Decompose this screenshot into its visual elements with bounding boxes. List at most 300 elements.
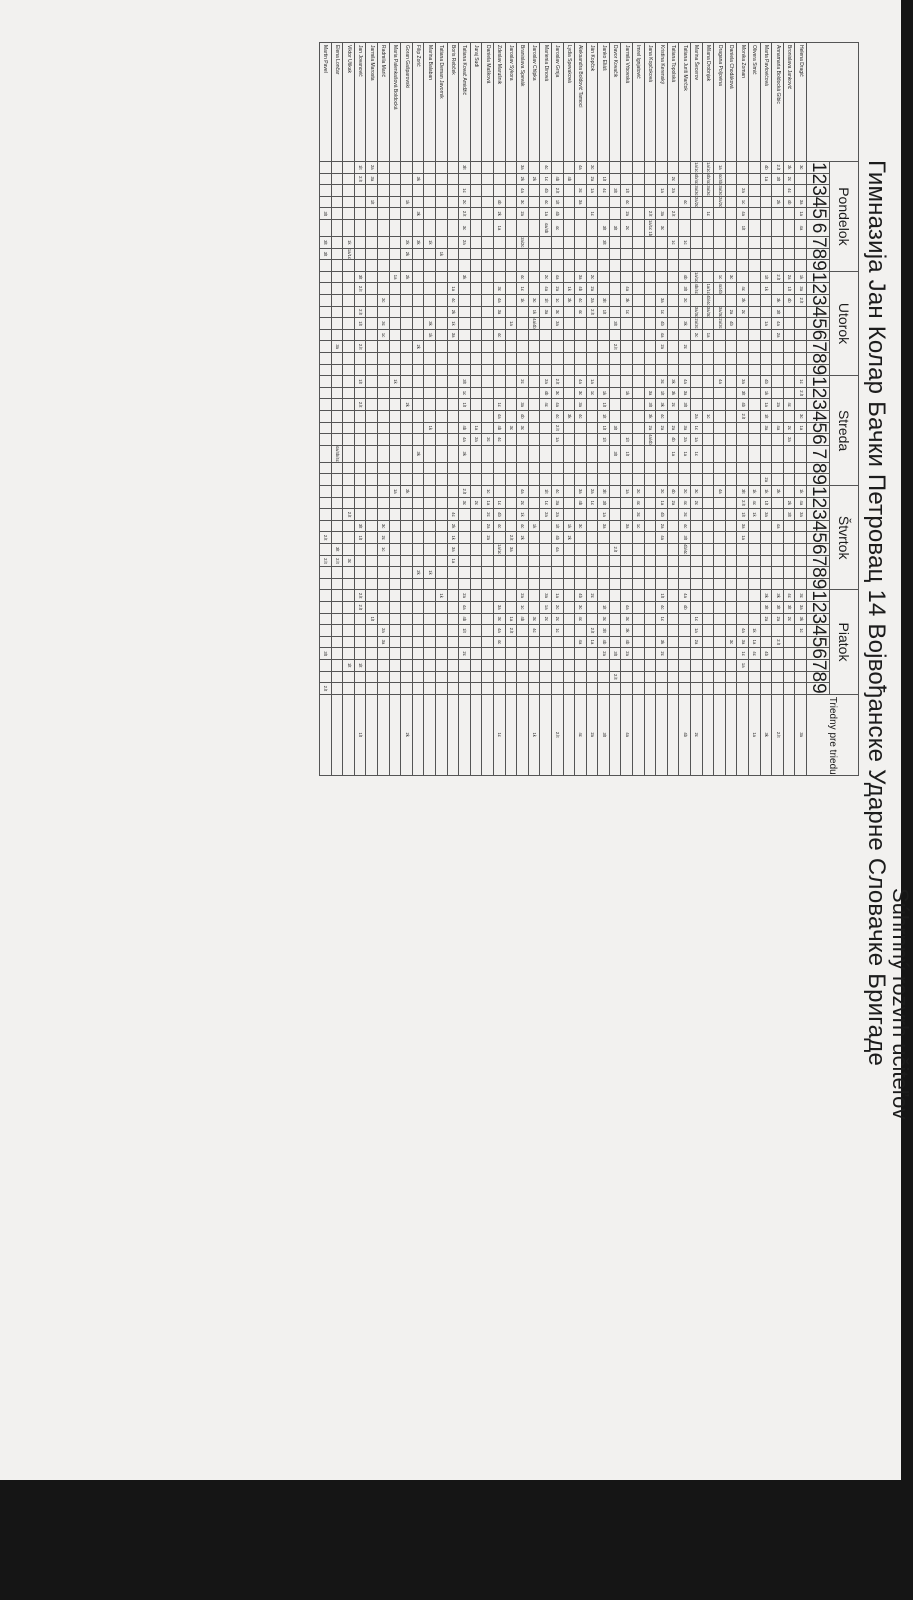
lesson-cell — [598, 376, 610, 388]
lesson-cell — [691, 509, 703, 521]
lesson-cell — [470, 509, 482, 521]
lesson-cell — [366, 497, 378, 509]
lesson-cell: 1a — [795, 208, 807, 220]
lesson-cell: 3k — [772, 295, 784, 307]
lesson-cell — [517, 683, 529, 695]
lesson-cell — [424, 520, 436, 532]
lesson-cell — [737, 237, 749, 249]
lesson-cell — [447, 636, 459, 648]
school-name: Гимназија Јан Колар Бачки Петровац 14 Војвођанске Ударне Словачке Бригаде — [863, 160, 890, 1066]
lesson-cell — [772, 283, 784, 295]
lesson-cell: 2.lt — [772, 162, 784, 174]
lesson-cell: 4a — [517, 185, 529, 197]
lesson-cell: 4c — [447, 295, 459, 307]
lesson-cell: 1lt — [598, 434, 610, 446]
lesson-cell: 1a — [737, 659, 749, 671]
lesson-cell — [609, 387, 621, 399]
lesson-cell: 3c — [493, 613, 505, 625]
lesson-cell — [447, 671, 459, 683]
lesson-cell: 1lt — [598, 410, 610, 422]
lesson-cell — [401, 376, 413, 388]
lesson-cell: 4c — [493, 329, 505, 341]
lesson-cell — [436, 271, 448, 283]
teacher-name: Jaroslav Grnja — [551, 43, 563, 162]
lesson-cell — [482, 671, 494, 683]
lesson-cell — [667, 329, 679, 341]
lesson-cell — [783, 520, 795, 532]
lesson-cell: 2c — [378, 295, 390, 307]
class-teacher-cell — [656, 694, 668, 775]
teacher-row — [795, 43, 807, 776]
lesson-cell: 2c — [691, 329, 703, 341]
lesson-cell — [737, 422, 749, 434]
lesson-cell — [691, 341, 703, 353]
lesson-cell: 1a — [737, 532, 749, 544]
lesson-cell — [470, 306, 482, 318]
lesson-cell — [714, 237, 726, 249]
lesson-cell — [459, 352, 471, 364]
class-teacher-cell: 1a — [749, 694, 761, 775]
class-teacher-cell — [320, 694, 332, 775]
lesson-cell — [633, 196, 645, 208]
lesson-cell — [691, 659, 703, 671]
lesson-cell — [679, 329, 691, 341]
lesson-cell: 1k — [517, 509, 529, 521]
lesson-cell — [586, 532, 598, 544]
lesson-cell: 1a/1c — [702, 162, 714, 174]
lesson-cell — [586, 329, 598, 341]
lesson-cell — [401, 543, 413, 555]
lesson-cell: 1lt — [551, 520, 563, 532]
lesson-cell — [598, 474, 610, 486]
lesson-cell — [656, 462, 668, 474]
lesson-cell — [424, 590, 436, 602]
lesson-cell — [586, 683, 598, 695]
period-number: 9 — [808, 364, 829, 376]
teacher-column-header — [807, 43, 859, 162]
lesson-cell — [528, 462, 540, 474]
lesson-cell — [354, 219, 366, 236]
lesson-cell — [725, 376, 737, 388]
lesson-cell: 4b — [621, 636, 633, 648]
lesson-cell — [378, 185, 390, 197]
lesson-cell — [586, 474, 598, 486]
lesson-cell: 2k — [783, 162, 795, 174]
lesson-cell — [575, 248, 587, 260]
lesson-cell — [412, 295, 424, 307]
lesson-cell — [528, 543, 540, 555]
lesson-cell — [354, 474, 366, 486]
lesson-cell — [331, 601, 343, 613]
lesson-cell — [505, 659, 517, 671]
lesson-cell — [563, 260, 575, 272]
lesson-cell — [378, 683, 390, 695]
day-header: Štvrtok — [830, 486, 859, 590]
lesson-cell: 4b/4c — [702, 173, 714, 185]
lesson-cell: 2.lt — [551, 422, 563, 434]
period-number: 7 — [808, 341, 829, 352]
lesson-cell — [540, 352, 552, 364]
lesson-cell — [667, 295, 679, 307]
lesson-cell — [667, 352, 679, 364]
lesson-cell — [401, 613, 413, 625]
lesson-cell — [354, 329, 366, 341]
lesson-cell — [609, 434, 621, 446]
teacher-name: Davor Kovačik — [609, 43, 621, 162]
teacher-row — [320, 43, 332, 776]
lesson-cell — [528, 590, 540, 602]
lesson-cell: 2k — [783, 497, 795, 509]
lesson-cell: 3a — [540, 590, 552, 602]
lesson-cell — [563, 601, 575, 613]
lesson-cell — [679, 613, 691, 625]
lesson-cell: 3lt — [760, 601, 772, 613]
lesson-cell — [505, 364, 517, 376]
lesson-cell — [586, 237, 598, 249]
lesson-cell: 1c — [482, 486, 494, 498]
lesson-cell: 4a — [493, 410, 505, 422]
lesson-cell — [679, 410, 691, 422]
lesson-cell: 3a — [366, 173, 378, 185]
lesson-cell — [470, 590, 482, 602]
lesson-cell — [714, 613, 726, 625]
lesson-cell: 4c — [528, 625, 540, 637]
teacher-row — [354, 43, 366, 776]
lesson-cell — [436, 162, 448, 174]
lesson-cell: 4a — [795, 219, 807, 236]
lesson-cell — [389, 399, 401, 411]
lesson-cell: 2c — [551, 601, 563, 613]
lesson-cell — [667, 543, 679, 555]
lesson-cell — [598, 659, 610, 671]
lesson-cell — [749, 376, 761, 388]
lesson-cell — [343, 683, 355, 695]
lesson-cell — [714, 474, 726, 486]
lesson-cell — [667, 306, 679, 318]
lesson-cell — [436, 601, 448, 613]
lesson-cell: 1c — [656, 306, 668, 318]
lesson-cell — [459, 329, 471, 341]
lesson-cell — [551, 636, 563, 648]
lesson-cell — [609, 486, 621, 498]
lesson-cell — [470, 659, 482, 671]
lesson-cell — [528, 532, 540, 544]
lesson-cell — [714, 625, 726, 637]
lesson-cell: 2k — [401, 486, 413, 498]
lesson-cell — [714, 567, 726, 579]
lesson-cell — [737, 601, 749, 613]
lesson-cell — [749, 671, 761, 683]
lesson-cell: 3lt — [459, 376, 471, 388]
lesson-cell: 4b — [760, 648, 772, 660]
lesson-cell — [470, 543, 482, 555]
lesson-cell — [760, 295, 772, 307]
lesson-cell — [749, 318, 761, 330]
period-number: 2 — [808, 601, 829, 613]
lesson-cell — [714, 590, 726, 602]
lesson-cell — [493, 387, 505, 399]
lesson-cell — [772, 683, 784, 695]
lesson-cell: 3lt — [679, 399, 691, 411]
lesson-cell — [575, 260, 587, 272]
lesson-cell — [772, 625, 784, 637]
lesson-cell: 3a — [656, 295, 668, 307]
lesson-cell — [563, 567, 575, 579]
lesson-cell: 4c — [656, 601, 668, 613]
lesson-cell — [725, 613, 737, 625]
lesson-cell: 1k — [760, 283, 772, 295]
lesson-cell: 1k — [343, 237, 355, 249]
lesson-cell — [470, 185, 482, 197]
lesson-cell — [528, 283, 540, 295]
lesson-cell: 2c — [679, 486, 691, 498]
lesson-cell — [598, 555, 610, 567]
lesson-cell: 3k — [656, 399, 668, 411]
period-number: 6 — [807, 219, 830, 236]
lesson-cell — [656, 364, 668, 376]
lesson-cell — [412, 196, 424, 208]
lesson-cell — [354, 364, 366, 376]
lesson-cell — [412, 555, 424, 567]
lesson-cell — [412, 162, 424, 174]
lesson-cell — [621, 497, 633, 509]
lesson-cell — [783, 578, 795, 590]
lesson-cell — [447, 162, 459, 174]
lesson-cell — [783, 683, 795, 695]
lesson-cell: 3a/3c — [714, 306, 726, 318]
lesson-cell: 2a — [772, 399, 784, 411]
lesson-cell — [749, 462, 761, 474]
lesson-cell — [331, 185, 343, 197]
lesson-cell — [772, 364, 784, 376]
lesson-cell: 4a — [656, 329, 668, 341]
lesson-cell — [436, 295, 448, 307]
lesson-cell — [667, 659, 679, 671]
teacher-name: Tatiana Kovač Amidžić — [459, 43, 471, 162]
lesson-cell: 2a — [760, 613, 772, 625]
lesson-cell: 1a — [586, 185, 598, 197]
lesson-cell — [366, 306, 378, 318]
lesson-cell — [737, 318, 749, 330]
teacher-row — [436, 43, 448, 776]
lesson-cell — [551, 364, 563, 376]
lesson-cell — [633, 555, 645, 567]
lesson-cell: 3a — [679, 422, 691, 434]
lesson-cell — [378, 271, 390, 283]
lesson-cell — [725, 329, 737, 341]
lesson-cell: 2.lt — [331, 555, 343, 567]
lesson-cell — [575, 329, 587, 341]
lesson-cell: 4a — [795, 497, 807, 509]
lesson-cell — [679, 555, 691, 567]
lesson-cell: 4c — [679, 196, 691, 208]
lesson-cell — [354, 445, 366, 462]
lesson-cell: 4b — [459, 613, 471, 625]
lesson-cell — [378, 601, 390, 613]
teacher-row — [447, 43, 459, 776]
lesson-cell — [354, 683, 366, 695]
lesson-cell — [343, 532, 355, 544]
lesson-cell — [354, 567, 366, 579]
lesson-cell — [609, 625, 621, 637]
lesson-cell: 3lt — [609, 185, 621, 197]
lesson-cell — [656, 352, 668, 364]
lesson-cell — [459, 341, 471, 353]
lesson-cell — [563, 590, 575, 602]
lesson-cell — [575, 509, 587, 521]
lesson-cell — [633, 208, 645, 220]
lesson-cell — [551, 445, 563, 462]
lesson-cell — [470, 399, 482, 411]
lesson-cell — [783, 387, 795, 399]
lesson-cell: 4b — [563, 173, 575, 185]
lesson-cell — [783, 671, 795, 683]
lesson-cell — [528, 185, 540, 197]
lesson-cell: 1a — [760, 173, 772, 185]
lesson-cell — [424, 486, 436, 498]
lesson-cell: 4c — [517, 520, 529, 532]
lesson-cell — [749, 185, 761, 197]
lesson-cell — [424, 248, 436, 260]
lesson-cell — [470, 567, 482, 579]
lesson-cell: 1lt — [354, 659, 366, 671]
lesson-cell — [505, 636, 517, 648]
lesson-cell — [598, 329, 610, 341]
period-number: 1 — [808, 162, 829, 173]
lesson-cell — [667, 532, 679, 544]
lesson-cell — [343, 329, 355, 341]
lesson-cell — [679, 248, 691, 260]
lesson-cell — [378, 237, 390, 249]
lesson-cell — [795, 173, 807, 185]
lesson-cell: 2a — [772, 613, 784, 625]
lesson-cell — [772, 445, 784, 462]
lesson-cell: 1a — [760, 399, 772, 411]
teacher-name: Bronislava Janković — [783, 43, 795, 162]
lesson-cell — [540, 520, 552, 532]
lesson-cell — [737, 567, 749, 579]
lesson-cell: 4c — [551, 410, 563, 422]
lesson-cell: 3lt — [679, 283, 691, 295]
lesson-cell — [760, 578, 772, 590]
lesson-cell: 3k — [412, 237, 424, 249]
lesson-cell — [540, 341, 552, 353]
lesson-cell: 4a — [517, 486, 529, 498]
lesson-cell — [644, 567, 656, 579]
lesson-cell: 3c — [517, 196, 529, 208]
lesson-cell: 2c — [378, 532, 390, 544]
teacher-row — [691, 43, 703, 776]
lesson-cell — [563, 248, 575, 260]
lesson-cell — [343, 410, 355, 422]
lesson-cell: 4b — [551, 208, 563, 220]
lesson-cell: 1lt — [366, 196, 378, 208]
teacher-row — [366, 43, 378, 776]
lesson-cell — [586, 613, 598, 625]
teacher-name: Ján Kopčok — [586, 43, 598, 162]
lesson-cell — [424, 434, 436, 446]
lesson-cell — [702, 555, 714, 567]
lesson-cell — [378, 260, 390, 272]
lesson-cell — [389, 636, 401, 648]
lesson-cell — [760, 341, 772, 353]
lesson-cell — [401, 329, 413, 341]
lesson-cell — [436, 399, 448, 411]
lesson-cell: 1c — [633, 520, 645, 532]
lesson-cell: 1a — [702, 329, 714, 341]
lesson-cell — [772, 648, 784, 660]
lesson-cell — [482, 162, 494, 174]
lesson-cell — [609, 555, 621, 567]
lesson-cell — [633, 422, 645, 434]
lesson-cell: 1c — [667, 237, 679, 249]
lesson-cell: 1k — [749, 486, 761, 498]
lesson-cell — [459, 248, 471, 260]
lesson-cell — [667, 260, 679, 272]
lesson-cell — [633, 248, 645, 260]
lesson-cell — [366, 555, 378, 567]
lesson-cell: 1a/1c — [343, 248, 355, 260]
lesson-cell — [621, 509, 633, 521]
lesson-cell: 4b — [517, 613, 529, 625]
lesson-cell — [447, 578, 459, 590]
lesson-cell — [412, 422, 424, 434]
lesson-cell: 3c — [378, 520, 390, 532]
lesson-cell — [436, 387, 448, 399]
lesson-cell — [412, 318, 424, 330]
class-teacher-cell: 4a — [621, 694, 633, 775]
lesson-cell — [633, 601, 645, 613]
lesson-cell — [436, 364, 448, 376]
lesson-cell — [609, 196, 621, 208]
lesson-cell: 1a — [598, 509, 610, 521]
lesson-cell — [470, 520, 482, 532]
lesson-cell — [354, 352, 366, 364]
lesson-cell — [783, 474, 795, 486]
lesson-cell — [459, 555, 471, 567]
lesson-cell: 1k — [598, 387, 610, 399]
lesson-cell: 1k — [436, 248, 448, 260]
lesson-cell — [366, 683, 378, 695]
lesson-cell — [378, 196, 390, 208]
lesson-cell — [470, 671, 482, 683]
lesson-cell — [609, 399, 621, 411]
lesson-cell — [609, 636, 621, 648]
lesson-cell — [320, 399, 332, 411]
lesson-cell — [760, 543, 772, 555]
lesson-cell — [737, 462, 749, 474]
lesson-cell — [621, 271, 633, 283]
teacher-name: Marina Balaban — [424, 43, 436, 162]
lesson-cell — [505, 683, 517, 695]
lesson-cell — [517, 625, 529, 637]
lesson-cell — [795, 567, 807, 579]
lesson-cell: 3lt — [354, 271, 366, 283]
lesson-cell — [760, 329, 772, 341]
lesson-cell — [528, 601, 540, 613]
lesson-cell — [621, 567, 633, 579]
lesson-cell — [505, 567, 517, 579]
lesson-cell — [378, 376, 390, 388]
lesson-cell: 3lt — [598, 497, 610, 509]
lesson-cell — [702, 648, 714, 660]
lesson-cell — [424, 683, 436, 695]
lesson-cell — [714, 543, 726, 555]
lesson-cell — [772, 659, 784, 671]
lesson-cell — [540, 532, 552, 544]
lesson-cell — [354, 497, 366, 509]
lesson-cell — [621, 364, 633, 376]
